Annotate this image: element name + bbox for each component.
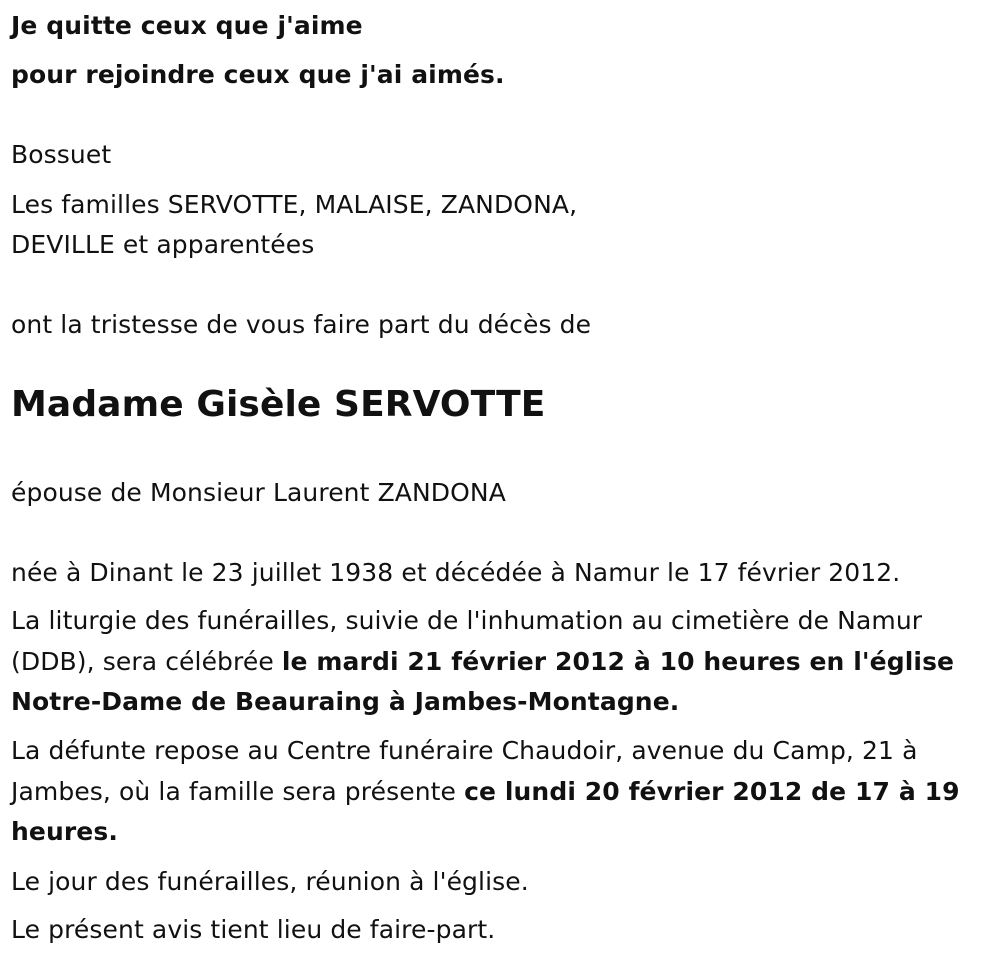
quote-line-2: pour rejoindre ceux que j'ai aimés. xyxy=(11,60,505,89)
funeral-line-2-plain: (DDB), sera célébrée xyxy=(11,647,282,676)
families-line-2: DEVILLE et apparentées xyxy=(11,230,315,259)
visitation-date-time: ce lundi 20 février 2012 de 17 à 19 xyxy=(464,777,960,806)
funeral-line-1: La liturgie des funérailles, suivie de l'inhumation au cimetière de Namur xyxy=(11,606,923,635)
visitation-line-1: La défunte repose au Centre funéraire Chaudoir, avenue du Camp, 21 à xyxy=(11,736,918,765)
closing-text: Le présent avis tient lieu de faire-part. xyxy=(11,915,496,944)
quote-author: Bossuet xyxy=(11,140,112,169)
quote-line-1: Je quitte ceux que j'aime xyxy=(11,11,363,40)
visitation-line-2 xyxy=(11,772,960,812)
visitation-line-3: heures. xyxy=(11,817,118,846)
funeral-line-2 xyxy=(11,642,954,682)
announcement-text: ont la tristesse de vous faire part du décès de xyxy=(11,310,592,339)
families-line-1: Les familles SERVOTTE, MALAISE, ZANDONA, xyxy=(11,190,578,219)
visitation-line-2-plain: Jambes, où la famille sera présente xyxy=(11,777,465,806)
funeral-church: Notre-Dame de Beauraing à Jambes-Montagne. xyxy=(11,687,680,716)
deceased-name: Madame Gisèle SERVOTTE xyxy=(11,384,546,425)
birth-death-text: née à Dinant le 23 juillet 1938 et décédée à Namur le 17 février 2012. xyxy=(11,558,901,587)
meeting-text: Le jour des funérailles, réunion à l'église. xyxy=(11,867,529,896)
spouse-text: épouse de Monsieur Laurent ZANDONA xyxy=(11,478,506,507)
funeral-date-time: le mardi 21 février 2012 à 10 heures en l'église xyxy=(281,647,955,676)
